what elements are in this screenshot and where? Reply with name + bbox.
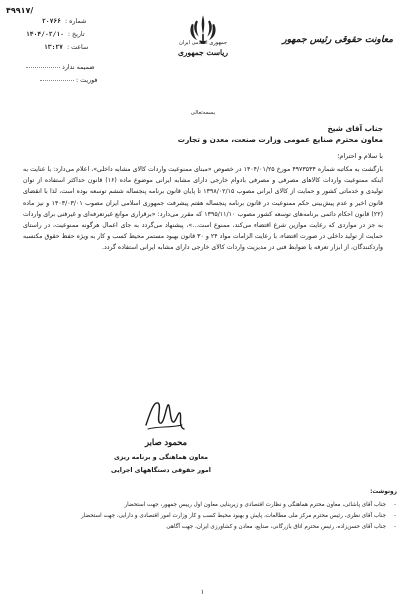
meta-attachment-row — [26, 64, 95, 71]
govt-line2: ریاست جمهوری — [177, 48, 229, 57]
signatory-title-1: معاون هماهنگی و برنامه ریزی — [113, 454, 209, 461]
meta-attachment-dots — [26, 67, 60, 68]
signatory-title-2: امور حقوقی دستگاههای اجرایی — [111, 467, 211, 474]
office-title: معاونت حقوقی رئیس جمهور — [282, 34, 393, 45]
handwritten-signature-icon — [140, 395, 188, 435]
meta-attachment-label: ضمیمه ندارد — [62, 64, 95, 71]
page-number: ۱ — [200, 588, 205, 596]
meta-urgency-dots — [40, 80, 74, 81]
meta-time-value: ۱۳:۲۷ — [44, 44, 63, 51]
meta-date-label: تاریخ : — [67, 31, 85, 38]
meta-number-value: ۲۰۷۶۶ — [42, 18, 61, 25]
signatory-name: محمود صابر — [145, 437, 187, 447]
meta-time-label: ساعت : — [66, 44, 89, 51]
salutation: با سلام و احترام؛ — [337, 152, 383, 160]
meta-urgency-row — [40, 77, 97, 84]
recipient-line-1: جناب آقای شیخ — [327, 124, 383, 133]
meta-date-value: ۱۴۰۴/۰۲/۱۰ — [26, 31, 64, 38]
cc-label: رونوشت: — [370, 489, 397, 495]
letter-body: بازگشت به مکاتبه شماره ۴۹۷۳۵۳۴ مورخ ۱۴۰۴/۰۱/۲۵ در خصوص «مبنای ممنوعیت واردات کالای مشابه داخلی»، اعلام می‌دارد: با عنایت به اینکه ممنوعیت واردات کالاهای مصرفی و مصرفی بادوام خارجی دارای مشابه ایرانی موضوع ماده (۱۶) قانون حداکثر استفاده از توان تولیدی و خدماتی کشور و حمایت از کالای ایرانی مصوب ۱۳۹۸/۰۲/۱۵ تا پایان قانون برنامه پنجساله ششم توسعه بوده است، لذا با انقضای قانون اخیر و عدم پیش‌بینی حکم ممنوعیت در قانون برنامه پنجساله هفتم پیشرفت جمهوری اسلامی ایران مصوب ۱۴۰۳/۰۳/۰۱ و نیز ماده (۲۲) قانون احکام دائمی برنامه‌های توسعه کشور مصوب ۱۳۹۵/۱۱/۱۰ که مقرر می‌دارد: «برقراری موانع غیرتعرفه‌ای و غیرفنی برای واردات به جز در مواردی که رعایت موازین شرع اقتضاء می‌کند، ممنوع است...»، پیشنهاد می‌گردد به جای اعمال هرگونه ممنوعیت، در راستای حمایت از تولید داخلی در صورت اقتضاء، با رعایت الزامات مواد ۲۴ و ۳۰ قانون بهبود مستمر محیط کسب و کار به ویژه حفظ حقوق مکتسبه واردکنندگان، از ابزار تعرفه یا ضوابط فنی در مدیریت واردات کالای خارجی دارای مشابه ایرانی استفاده گردد. — [23, 166, 384, 252]
meta-number-row — [42, 18, 86, 25]
govt-line1: جمهوری اسلامی ایران — [178, 40, 228, 46]
meta-urgency-label: فوریت : — [76, 77, 98, 84]
recipient-line-2: معاون محترم صنایع عمومی وزارت صنعت، معدن و تجارت — [177, 135, 383, 144]
meta-number-label: شماره : — [64, 18, 87, 25]
meta-time-row — [44, 44, 88, 51]
cc-list — [13, 500, 397, 533]
cc-item: - جناب آقای حسن‌زاده، رئیس محترم اتاق بازرگانی، صنایع، معادن و کشاورزی ایران، جهت آگاهی — [13, 522, 397, 533]
meta-date-row — [26, 31, 85, 38]
basmala: بسمه‌تعالی — [190, 110, 216, 116]
registration-number: ۴۹۹۱۷/ — [6, 6, 34, 15]
cc-item: - جناب آقای نظری، رئیس محترم مرکز ملی مطالعات، پایش و بهبود محیط کسب و کار وزارت امور اقتصادی و دارایی، جهت استحضار — [13, 511, 397, 522]
cc-item: - جناب آقای پاشائی، معاون محترم هماهنگی و نظارت اقتصادی و زیربنایی معاون اول رییس جمهور، جهت استحضار — [13, 500, 397, 511]
